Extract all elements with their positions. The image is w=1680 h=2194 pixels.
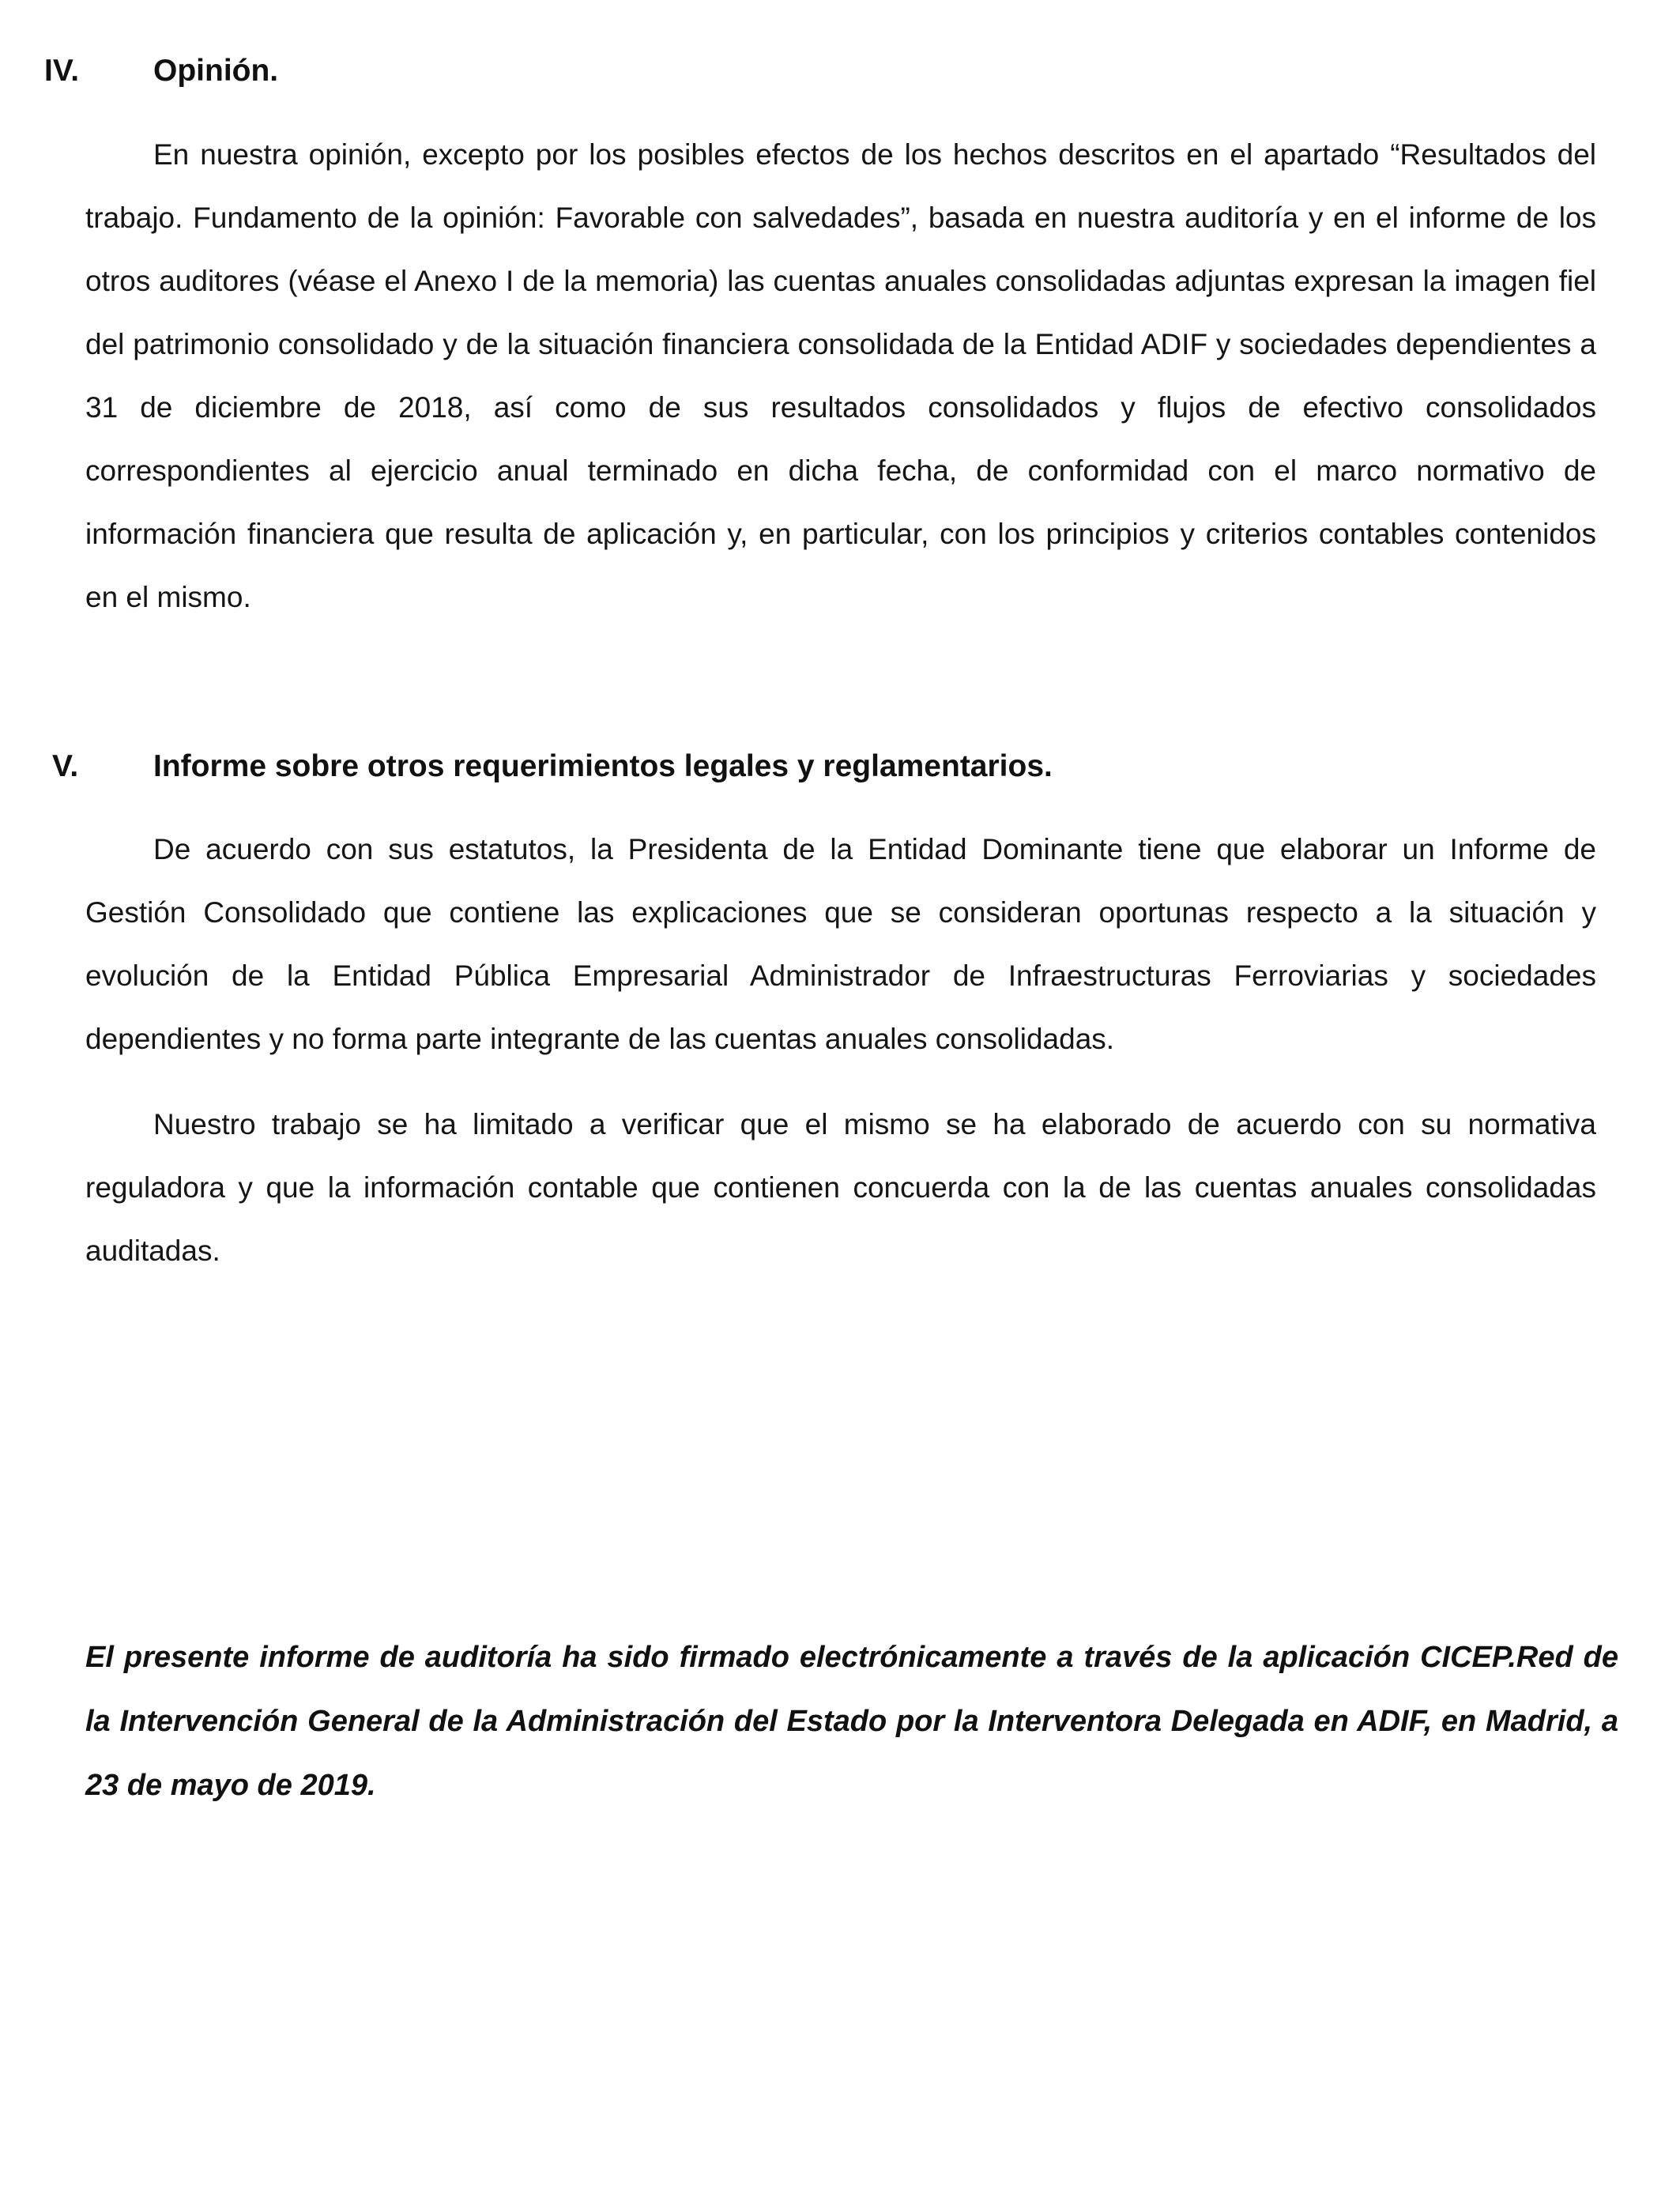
closing-signature-statement: El presente informe de auditoría ha sido firmado electrónicamente a través de la aplicación CICEP.Red de la Intervención General de la Administración del Estado por la Interventora Delegada en ADIF, en Madrid, a 23 de mayo de 2019. [85,1641,1618,1802]
section-v-number: V. [52,749,79,783]
section-iv-number: IV. [44,54,80,88]
section-v-paragraph-1: De acuerdo con sus estatutos, la Presidenta de la Entidad Dominante tiene que elaborar un Informe de Gestión Consolidado que contiene las explicaciones que se consideran oportunas respecto a la situación y evolución de la Entidad Pública Empresarial Administrador de Infraestructuras Ferroviarias y sociedades dependientes y no forma parte integrante de las cuentas anuales consolidadas. [85,833,1596,1055]
section-iv-heading [44,47,1609,95]
section-v-title: Informe sobre otros requerimientos legales y reglamentarios. [153,749,1053,783]
section-v-paragraph-2: Nuestro trabajo se ha limitado a verificar que el mismo se ha elaborado de acuerdo con su normativa reguladora y que la información contable que contienen concuerda con la de las cuentas anuales consolidadas auditadas. [85,1108,1596,1267]
section-v-heading [44,743,1609,790]
section-iv-paragraph: En nuestra opinión, excepto por los posibles efectos de los hechos descritos en el apartado “Resultados del trabajo. Fundamento de la opinión: Favorable con salvedades”, basada en nuestra auditoría y en el informe de los otros auditores (véase el Anexo I de la memoria) las cuentas anuales consolidadas adjuntas expresan la imagen fiel del patrimonio consolidado y de la situación financiera consolidada de la Entidad ADIF y sociedades dependientes a 31 de diciembre de 2018, así como de sus resultados consolidados y flujos de efectivo consolidados correspondientes al ejercicio anual terminado en dicha fecha, de conformidad con el marco normativo de información financiera que resulta de aplicación y, en particular, con los principios y criterios contables contenidos en el mismo. [85,138,1596,613]
section-iv-title: Opinión. [153,54,279,88]
